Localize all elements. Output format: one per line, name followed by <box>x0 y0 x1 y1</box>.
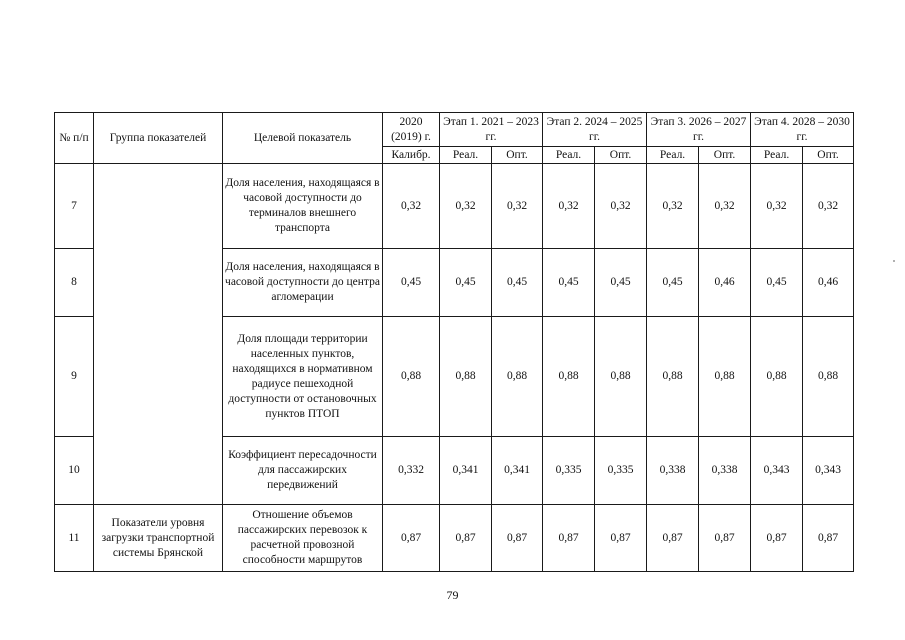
value-cell: 0,343 <box>803 437 854 505</box>
subheader-opt: Опт. <box>803 147 854 164</box>
value-cell: 0,32 <box>383 164 440 249</box>
indicator-cell: Коэффициент пересадочности для пассажирских передвижений <box>223 437 383 505</box>
value-cell: 0,32 <box>543 164 595 249</box>
value-cell: 0,45 <box>543 249 595 317</box>
subheader-opt: Опт. <box>595 147 647 164</box>
indicator-cell: Доля площади территории населенных пунктов, находящихся в нормативном радиусе пешеходной доступности от остановочных пунктов ПТОП <box>223 317 383 437</box>
header-stage-4: Этап 4. 2028 – 2030 гг. <box>751 113 854 147</box>
value-cell: 0,88 <box>647 317 699 437</box>
value-cell: 0,335 <box>595 437 647 505</box>
value-cell: 0,88 <box>383 317 440 437</box>
scan-speck <box>893 260 895 262</box>
value-cell: 0,32 <box>699 164 751 249</box>
value-cell: 0,87 <box>595 505 647 572</box>
value-cell: 0,87 <box>383 505 440 572</box>
subheader-real: Реал. <box>647 147 699 164</box>
value-cell: 0,87 <box>543 505 595 572</box>
value-cell: 0,45 <box>595 249 647 317</box>
indicator-cell: Доля населения, находящаяся в часовой доступности до терминалов внешнего транспорта <box>223 164 383 249</box>
subheader-opt: Опт. <box>699 147 751 164</box>
subheader-calib: Калибр. <box>383 147 440 164</box>
value-cell: 0,45 <box>492 249 543 317</box>
value-cell: 0,88 <box>595 317 647 437</box>
header-stage-2: Этап 2. 2024 – 2025 гг. <box>543 113 647 147</box>
page-number: 79 <box>446 588 459 602</box>
value-cell: 0,88 <box>492 317 543 437</box>
value-cell: 0,87 <box>803 505 854 572</box>
header-stage-1: Этап 1. 2021 – 2023 гг. <box>440 113 543 147</box>
value-cell: 0,45 <box>751 249 803 317</box>
value-cell: 0,46 <box>803 249 854 317</box>
header-stage-3: Этап 3. 2026 – 2027 гг. <box>647 113 751 147</box>
value-cell: 0,87 <box>699 505 751 572</box>
value-cell: 0,341 <box>440 437 492 505</box>
value-cell: 0,32 <box>595 164 647 249</box>
header-base-year: 2020 (2019) г. <box>383 113 440 147</box>
value-cell: 0,88 <box>751 317 803 437</box>
value-cell: 0,32 <box>492 164 543 249</box>
value-cell: 0,45 <box>440 249 492 317</box>
subheader-real: Реал. <box>440 147 492 164</box>
subheader-opt: Опт. <box>492 147 543 164</box>
value-cell: 0,338 <box>699 437 751 505</box>
indicator-cell: Доля населения, находящаяся в часовой доступности до центра агломерации <box>223 249 383 317</box>
group-cell-empty <box>94 164 223 505</box>
value-cell: 0,87 <box>647 505 699 572</box>
table-row <box>55 505 854 572</box>
value-cell: 0,343 <box>751 437 803 505</box>
header-num: № п/п <box>55 113 94 164</box>
value-cell: 0,45 <box>647 249 699 317</box>
value-cell: 0,88 <box>699 317 751 437</box>
subheader-real: Реал. <box>751 147 803 164</box>
value-cell: 0,332 <box>383 437 440 505</box>
value-cell: 0,87 <box>440 505 492 572</box>
value-cell: 0,87 <box>751 505 803 572</box>
table-row <box>55 164 854 249</box>
row-num: 10 <box>55 437 94 505</box>
row-num: 8 <box>55 249 94 317</box>
group-cell: Показатели уровня загрузки транспортной системы Брянской <box>94 505 223 572</box>
header-indicator: Целевой показатель <box>223 113 383 164</box>
header-group: Группа показателей <box>94 113 223 164</box>
value-cell: 0,32 <box>440 164 492 249</box>
indicator-cell: Отношение объемов пассажирских перевозок к расчетной провозной способности маршрутов <box>223 505 383 572</box>
value-cell: 0,338 <box>647 437 699 505</box>
value-cell: 0,45 <box>383 249 440 317</box>
value-cell: 0,88 <box>440 317 492 437</box>
row-num: 7 <box>55 164 94 249</box>
value-cell: 0,32 <box>803 164 854 249</box>
value-cell: 0,341 <box>492 437 543 505</box>
value-cell: 0,335 <box>543 437 595 505</box>
value-cell: 0,88 <box>803 317 854 437</box>
value-cell: 0,87 <box>492 505 543 572</box>
indicators-table <box>54 112 854 572</box>
value-cell: 0,32 <box>751 164 803 249</box>
value-cell: 0,46 <box>699 249 751 317</box>
subheader-real: Реал. <box>543 147 595 164</box>
header-row <box>55 113 854 147</box>
value-cell: 0,88 <box>543 317 595 437</box>
row-num: 11 <box>55 505 94 572</box>
row-num: 9 <box>55 317 94 437</box>
value-cell: 0,32 <box>647 164 699 249</box>
